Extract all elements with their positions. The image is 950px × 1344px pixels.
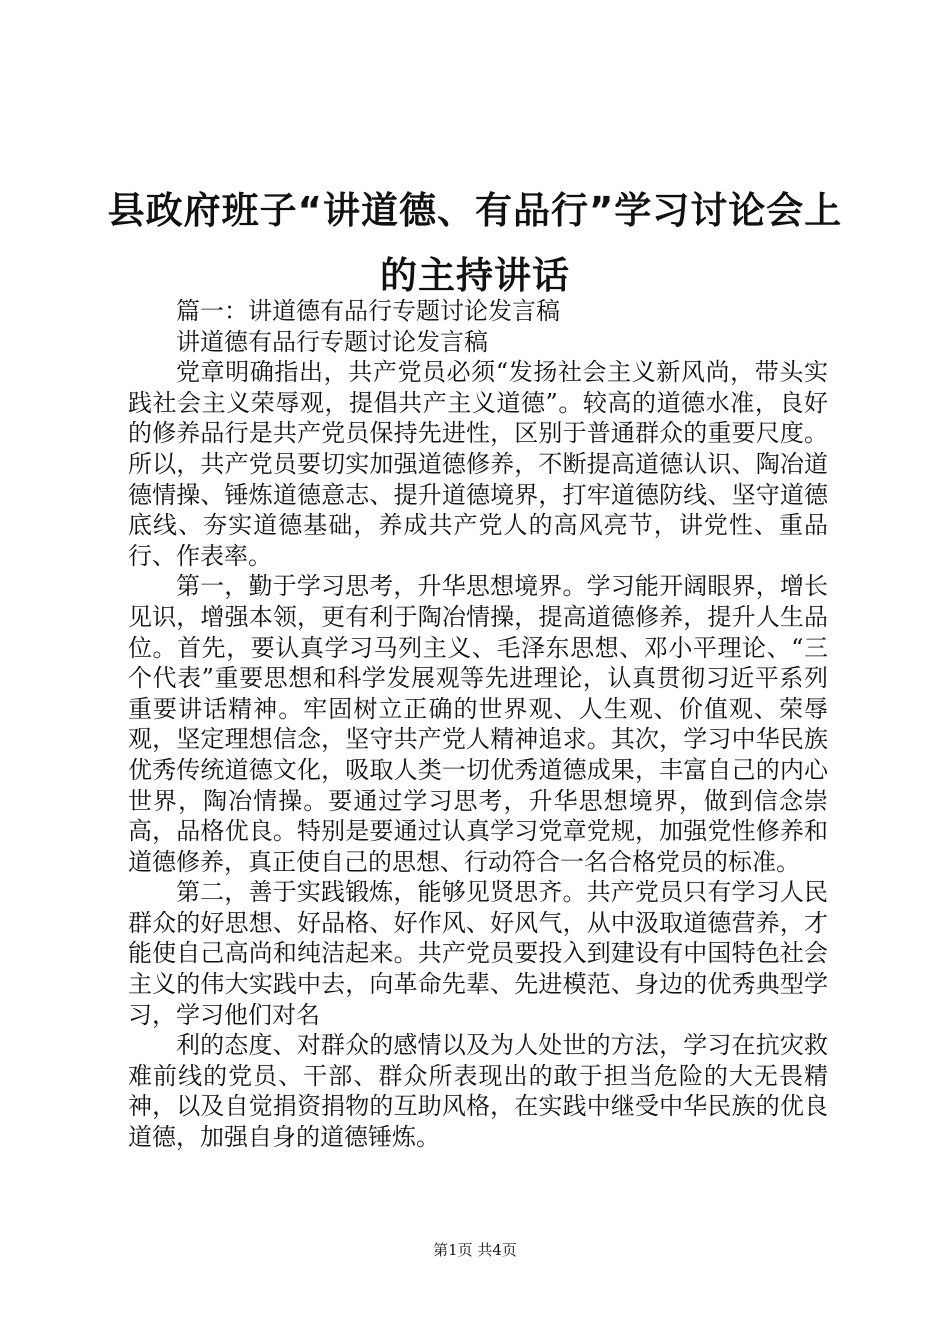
page-total: 共4页 (477, 1241, 517, 1259)
paragraph: 第二，善于实践锻炼，能够见贤思齐。共产党员只有学习人民群众的好思想、好品格、好作风、好风气，从中汲取道德营养，才能使自己高尚和纯洁起来。共产党员要投入到建设有中国特色社会主义的伟大实践中去，向革命先辈、先进模范、身边的优秀典型学习，学习他们对名 (128, 878, 828, 1029)
document-title: 县政府班子“讲道德、有品行”学习讨论会上的主持讲话 (107, 189, 843, 297)
document-body (128, 296, 828, 1153)
page-number: 第1页 (433, 1241, 473, 1259)
page-footer (0, 1240, 950, 1260)
paragraph: 党章明确指出，共产党员必须“发扬社会主义新风尚，带头实践社会主义荣辱观，提倡共产主义道德”。较高的道德水准，良好的修养品行是共产党员保持先进性，区别于普通群众的重要尺度。所以，共产党员要切实加强道德修养，不断提高道德认识、陶冶道德情操、锤炼道德意志、提升道德境界，打牢道德防线、坚守道德底线、夯实道德基础，养成共产党人的高风亮节，讲党性、重品行、作表率。 (128, 358, 828, 570)
subtitle: 讲道德有品行专题讨论发言稿 (176, 327, 488, 356)
paragraph: 第一，勤于学习思考，升华思想境界。学习能开阔眼界，增长见识，增强本领，更有利于陶冶情操，提高道德修养，提升人生品位。首先，要认真学习马列主义、毛泽东思想、邓小平理论、“三个代表”重要思想和科学发展观等先进理论，认真贯彻习近平系列重要讲话精神。牢固树立正确的世界观、人生观、价值观、荣辱观，坚定理想信念，坚守共产党人精神追求。其次，学习中华民族优秀传统道德文化，吸取人类一切优秀道德成果，丰富自己的内心世界，陶冶情操。要通过学习思考，升华思想境界，做到信念崇高，品格优良。特别是要通过认真学习党章党规，加强党性修养和道德修养，真正使自己的思想、行动符合一名合格党员的标准。 (128, 572, 828, 876)
paragraph: 利的态度、对群众的感情以及为人处世的方法，学习在抗灾救难前线的党员、干部、群众所表现出的敢于担当危险的大无畏精神，以及自觉捐资捐物的互助风格，在实践中继受中华民族的优良道德，加强自身的道德锤炼。 (128, 1031, 828, 1152)
section-heading: 篇一：讲道德有品行专题讨论发言稿 (176, 297, 560, 325)
